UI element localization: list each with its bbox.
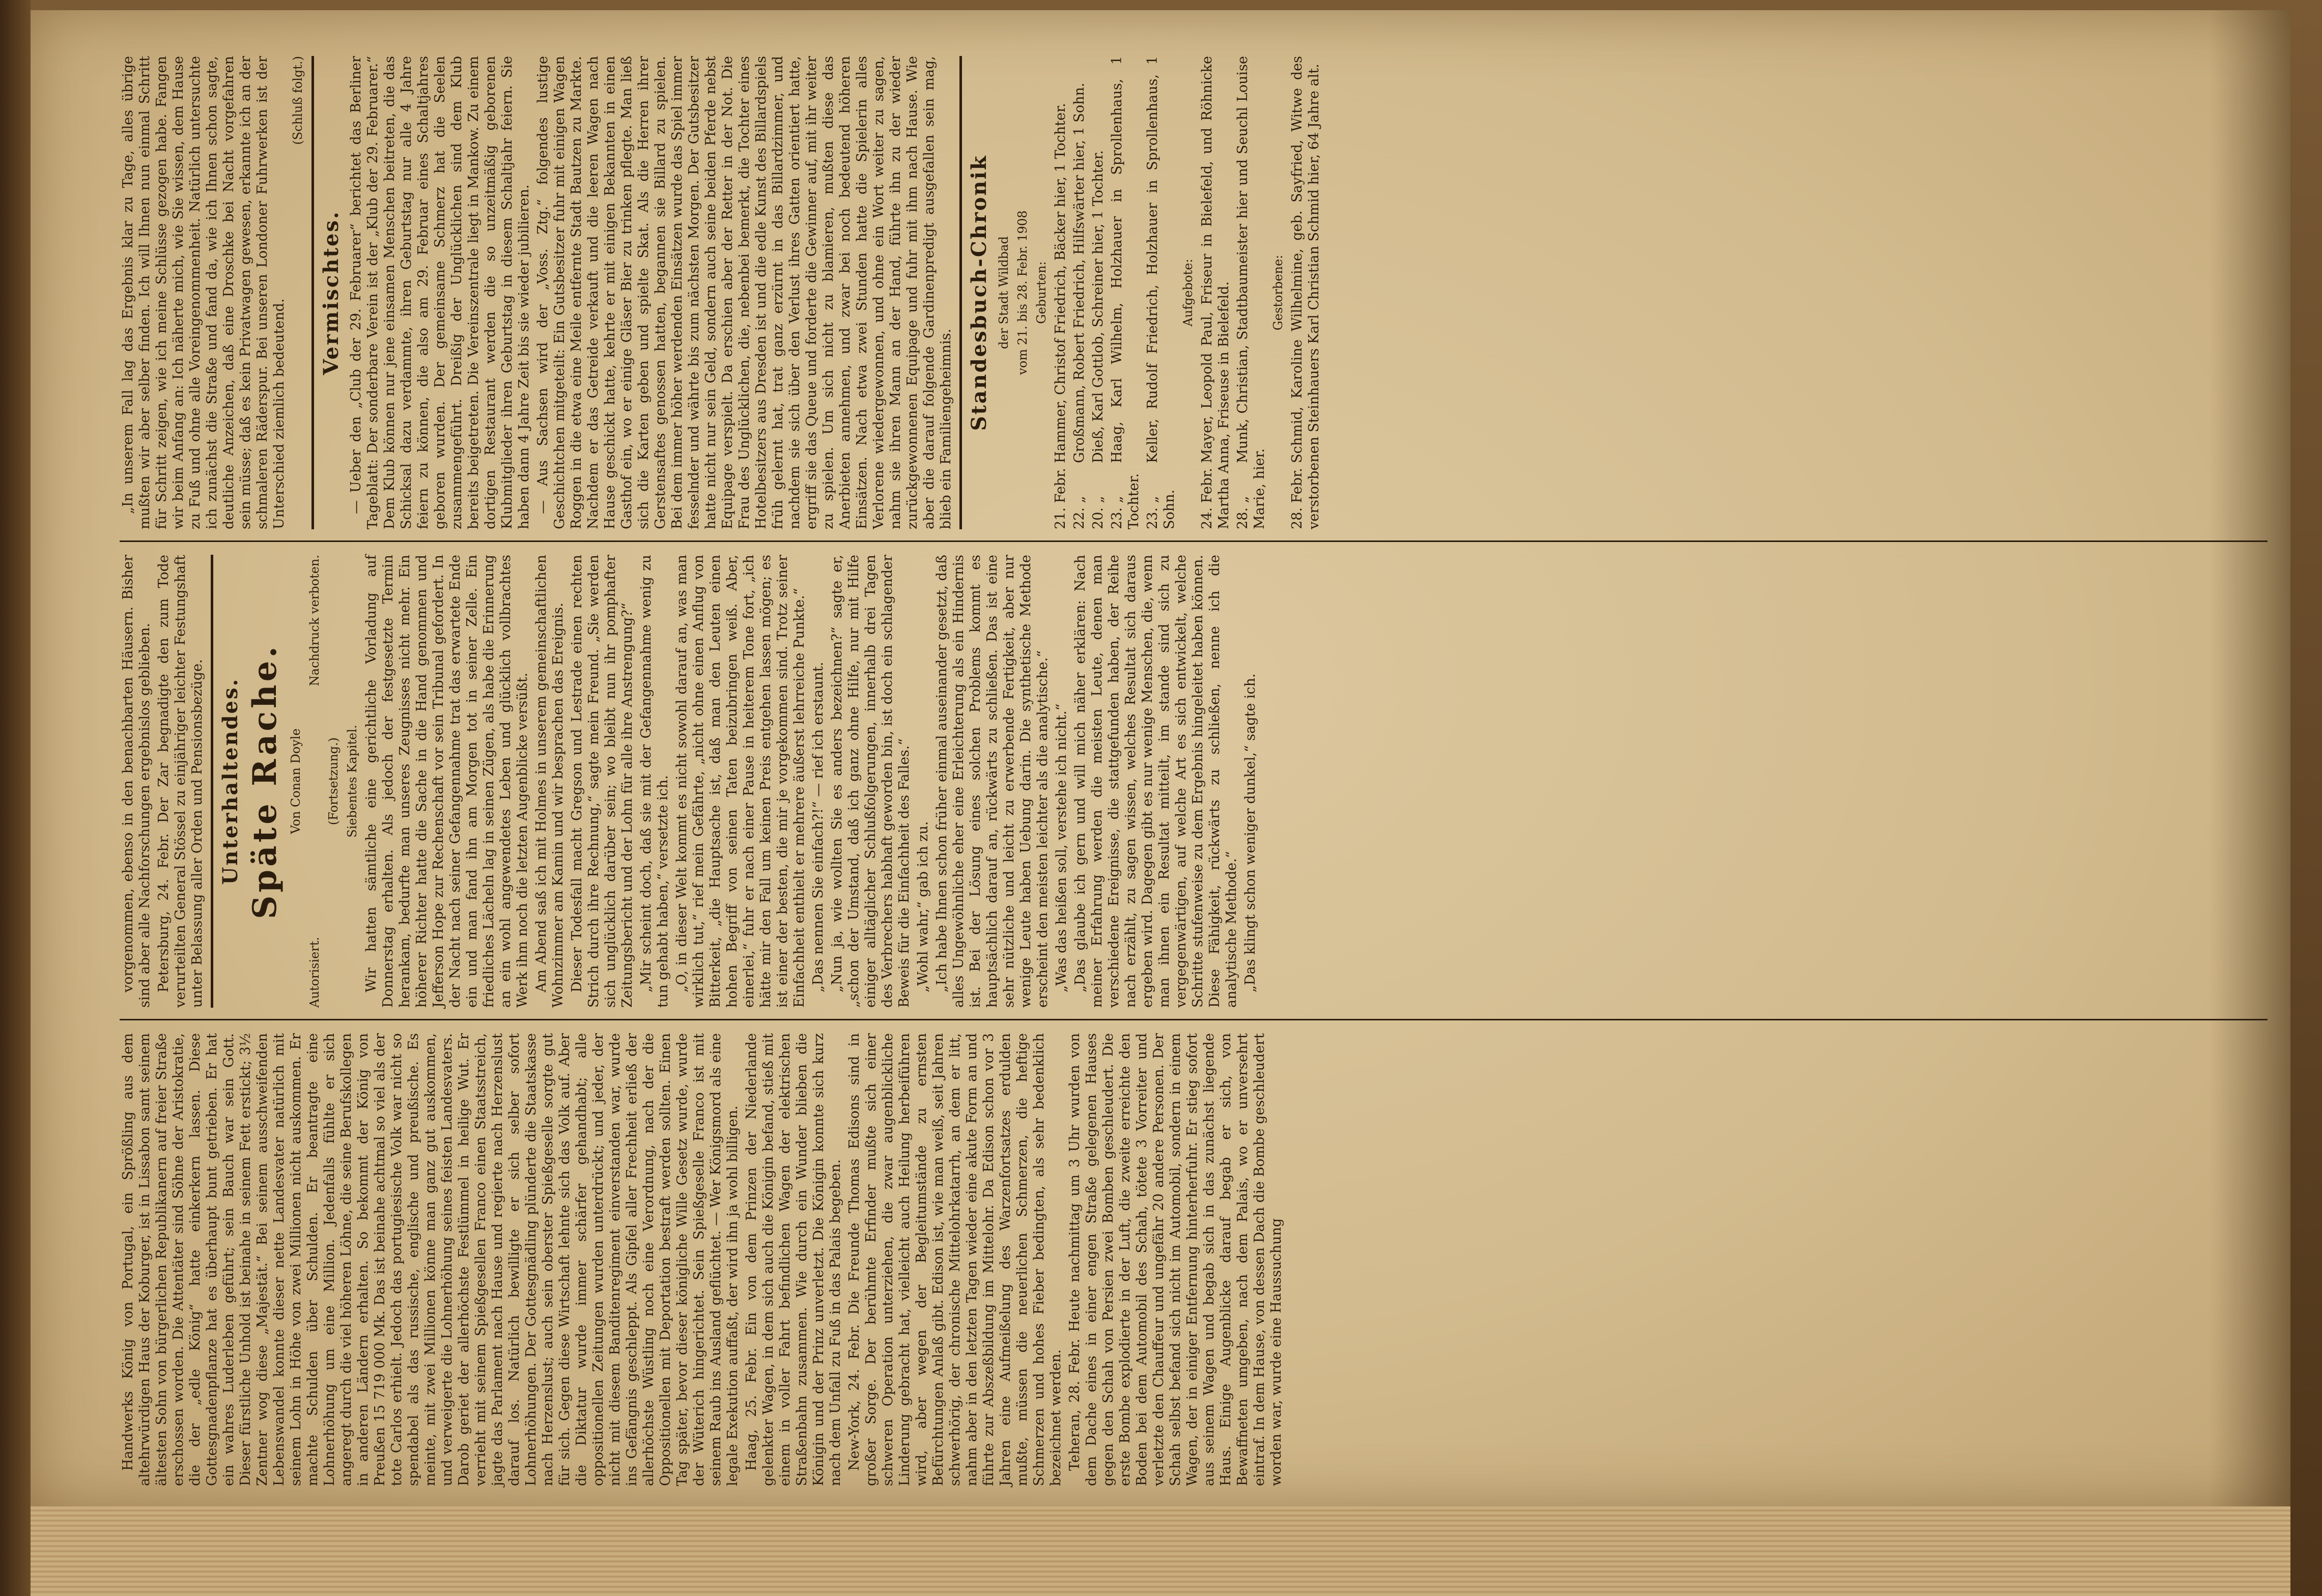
story-text: [363, 555, 1259, 1008]
newspaper-page: [31, 10, 2290, 1512]
register-entry: [1109, 56, 1142, 529]
story-author: Von Conan Doyle: [289, 728, 303, 834]
entry-date: 23. „: [1145, 496, 1160, 529]
section-rule: [959, 56, 962, 529]
reprint-note: Nachdruck verboten.: [307, 555, 322, 687]
news-petersburg: Petersburg, 24. Febr. Der Zar begnadigte den zum Tode verurteilten General Stössel zu einjähriger leichter Festungshaft unter Belassung aller Orden und Pensionsbezüge.: [156, 555, 205, 1008]
chronicle-date-range: vom 21. bis 28. Febr. 1908: [1015, 210, 1030, 375]
paragraph: „Das nennen Sie einfach?!“ — rief ich erstaunt.: [810, 662, 826, 992]
entry-text: Keller, Rudolf Friedrich, Holzhauer in Sprollenhaus, 1 Sohn.: [1145, 56, 1177, 529]
entry-date: 24. Febr.: [1199, 468, 1215, 529]
page-edges: [31, 1506, 2290, 1596]
entry-date: 23. „: [1109, 496, 1125, 529]
paragraph: Dieser Todesfall macht Gregson und Lestrade einen rechten Strich durch ihre Rechnung,“ sagte mein Freund. „Sie werden sich unglücklich darüber sein; wo bleibt nun ihr pomphafter Zeitungsbericht und der Lohn für alle ihre Anstrengung?“: [569, 555, 635, 1008]
paragraph: Haag, 25. Febr. Ein von dem Prinzen der Niederlande gelenkter Wagen, in dem sich auch die Königin befand, stieß mit einem in voller Fahrt befindlichen Wagen der elektrischen Straßenbahn zusammen. Wie durch ein Wunder blieben die Königin und der Prinz unverletzt. Die Königin konnte sich kurz nach dem Unfall zu Fuß in das Palais begeben.: [744, 1033, 843, 1486]
banns-heading: Aufgebote:: [1181, 259, 1195, 327]
continuation-note: (Fortsetzung.): [326, 737, 341, 825]
register-entry: [1234, 56, 1268, 529]
section-rule: [211, 555, 213, 1008]
paragraph: „Nun ja, wie wollten Sie es anders bezeichnen?“ sagte er, „schon der Umstand, daß ich ganz ohne Hilfe, nur mit Hilfe einiger alltäglicher Schlußfolgerungen, innerhalb drei Tagen des Verbrechers habhaft geworden bin, ist doch ein schlagender Beweis für die Einfachheit des Falles.“: [829, 555, 912, 1008]
register-entry: [1052, 56, 1069, 529]
entry-date: 21. Febr.: [1053, 468, 1068, 529]
entry-text: Dieß, Karl Gottlob, Schreiner hier, 1 Tochter.: [1090, 150, 1106, 463]
story-continued: „In unserem Fall lag das Ergebnis klar zu Tage, alles übrige mußten wir aber selber finden. Ich will Ihnen nun einmal Schritt für Schritt zeigen, wie ich meine Schlüsse gezogen habe. Fangen wir beim Anfang an: Ich näherte mich, wie Sie wissen, dem Hause zu Fuß und ohne alle Voreingenommenheit. Natürlich untersuchte ich zunächst die Straße und fand da, wie ich Ihnen schon sagte, deutliche Anzeichen, daß eine Droschke bei Nacht vorgefahren sein müsse; daß es kein Privatwagen gewesen, erkannte ich an der schmaleren Räderspur. Bei unseren Londoner Fuhrwerken ist der Unterschied ziemlich bedeutend.: [120, 56, 287, 529]
register-entry: [1090, 56, 1107, 529]
paragraph: „O, in dieser Welt kommt es nicht sowohl darauf an, was man wirklich tut,“ rief mein Gefährte, „nicht ohne einen Anflug von Bitterkeit, „die Hauptsache ist, daß man den Leuten einen hohen Begriff von seinen Taten beizubringen weiß. Aber, einerlei,“ fuhr er nach einer Pause in heiterem Tone fort, „ich hätte mir den Fall um keinen Preis entgehen lassen mögen; es ist einer der besten, die mir je vorgekommen sind. Trotz seiner Einfachheit enthielt er mehrere äußerst lehrreiche Punkte.“: [674, 555, 807, 1008]
entry-date: 28. „: [1235, 496, 1251, 529]
rotated-content: [120, 36, 2268, 1486]
authorized-note: Autorisiert.: [307, 937, 322, 1008]
column-rule: [120, 1019, 2268, 1020]
entry-text: Hammer, Christof Friedrich, Bäcker hier, 1 Tochter.: [1053, 103, 1068, 463]
register-entry: [1289, 56, 1322, 529]
entry-date: 22. „: [1071, 496, 1087, 529]
deaths-list: [1289, 56, 1322, 529]
paragraph: „Das klingt schon weniger dunkel,“ sagte ich.: [1242, 673, 1258, 992]
news-intro: vorgenommen, ebenso in den benachbarten Häusern. Bisher sind aber alle Nachforschungen ergebnislos geblieben.: [120, 555, 153, 1008]
deaths-heading: Gestorbene:: [1271, 254, 1285, 331]
story-title: Späte Rache.: [246, 643, 284, 919]
paragraph: „Mir scheint doch, daß sie mit der Gefangennahme wenig zu tun gehabt haben,“ versetzte ich.: [638, 555, 671, 1008]
entry-text: Mayer, Leopold Paul, Friseur in Bielefeld, und Röhnicke Martha Anna, Friseuse in Bielefeld.: [1199, 56, 1232, 529]
entry-date: 28. Febr.: [1289, 468, 1305, 529]
entry-text: Schmid, Karoline Wilhelmine, geb. Sayfried, Witwe des verstorbenen Steinhauers Karl Christian Schmid hier, 64 Jahre alt.: [1289, 56, 1322, 529]
paragraph: New-York, 24. Febr. Die Freunde Thomas Edisons sind in großer Sorge. Der berühmte Erfinder mußte sich einer schweren Operation unterziehen, die zwar augenblickliche Linderung gebracht hat, vielleicht auch Heilung herbeiführen wird, aber wegen der Begleitumstände zu ernsten Befürchtungen Anlaß gibt. Edison ist, wie man weiß, seit Jahren schwerhörig, der chronische Mittelohrkatarrh, an dem er litt, nahm aber in den letzten Tagen wieder eine akute Form an und führte zur Abszeßbildung im Mittelohr. Da Edison schon vor 3 Jahren eine Aufmeißelung des Warzenfortsatzes erdulden mußte, müssen die neuerlichen Schmerzen, die heftige Schmerzen und hohes Fieber bedingten, als sehr bedenklich bezeichnet werden.: [846, 1033, 1064, 1486]
paragraph: „Wohl wahr,“ gab ich zu.: [915, 821, 931, 992]
entry-text: Haag, Karl Wilhelm, Holzhauer in Sprollenhaus, 1 Tochter.: [1109, 56, 1142, 529]
births-heading: Geburten:: [1034, 261, 1049, 324]
chronicle-subtitle: der Stadt Wildbad: [997, 236, 1011, 349]
entry-text: Großmann, Robert Friedrich, Hilfswärter hier, 1 Sohn.: [1071, 82, 1087, 463]
column-misc: [120, 56, 1324, 529]
chapter-title: Siebentes Kapitel.: [345, 725, 359, 838]
births-list: [1052, 56, 1178, 529]
paragraph: Teheran, 28. Febr. Heute nachmittag um 3 Uhr wurden von dem Dache eines in einer engen Straße gelegenen Hauses gegen den Schah von Persien zwei Bomben geschleudert. Die erste Bombe explodierte in der Luft, die zweite erreichte den Boden bei dem Automobil des Schah, tötete 3 Vorreiter und verletzte den Chauffeur und ungefähr 20 andere Personen. Der Schah selbst befand sich nicht im Automobil, sondern in einem Wagen, der in einiger Entfernung hinterherfuhr. Er stieg sofort aus seinem Wagen und begab sich in das zunächst liegende Haus. Einige Augenblicke darauf begab er sich, von Bewaffneten umgeben, nach dem Palais, wo er unversehrt eintraf. In dem Hause, von dessen Dach die Bombe geschleudert worden war, wurde eine Haussuchung: [1067, 1033, 1284, 1486]
misc-text: [348, 56, 954, 529]
chronicle-title: Standesbuch-Chronik: [967, 154, 991, 431]
to-be-continued: (Schluß folgt.): [291, 56, 305, 145]
section-title: Unterhaltendes.: [218, 677, 242, 885]
paragraph: Wir hatten sämtliche eine gerichtliche Vorladung auf Donnerstag erhalten. Als jedoch der festgesetzte Termin herankam, bedurfte man unseres Zeugnisses nicht mehr. Ein höherer Richter hatte die Sache in die Hand genommen und Jefferson Hope zur Rechenschaft vor sein Tribunal gefordert. In der Nacht nach seiner Gefangennahme trat das erwartete Ende ein und man fand ihn am Morgen tot in seiner Zelle. Ein friedliches Lächeln lag in seinen Zügen, als habe die Erinnerung an ein wohl angewendetes Leben und glücklich vollbrachtes Werk ihm noch die letzten Augenblicke versüßt.: [363, 555, 530, 1008]
column-rule: [120, 540, 2268, 542]
register-entry: [1199, 56, 1232, 529]
paragraph: Am Abend saß ich mit Holmes in unserem gemeinschaftlichen Wohnzimmer am Kamin und wir besprachen das Ereignis.: [533, 555, 566, 1008]
entry-date: 20. „: [1090, 496, 1106, 529]
section-rule: [312, 56, 314, 529]
column-story: [120, 555, 1261, 1008]
paragraph: „Das glaube ich gern und will mich näher erklären: Nach meiner Erfahrung werden die meisten Leute, denen man verschiedene Ereignisse, die stattgefunden haben, der Reihe nach erzählt, zu sagen wissen, welches Resultat sich daraus ergeben wird. Dagegen gibt es nur wenige Menschen, die, wenn man ihnen ein Resultat mitteilt, im stande sind sich zu vergegenwärtigen, auf welche Art es sich entwickelt, welche Schritte stufenweise zu dem Ergebnis hingeleitet haben können. Diese Fähigkeit, rückwärts zu schließen, nenne ich die analytische Methode.“: [1072, 555, 1239, 1008]
paragraph: „Was das heißen soll, verstehe ich nicht.“: [1054, 703, 1069, 992]
paragraph: Handwerks König von Portugal, ein Sprößling aus dem altehrwürdigen Haus der Koburger, ist in Lissabon samt seinem ältesten Sohn von bürgerlichen Republikanern auf freier Straße erschossen worden. Die Attentäter sind Söhne der Aristokratie, die der „edle König“ hatte einkerkern lassen. Diese Gottesgnadenpflanze hat es überhaupt bunt getrieben. Er hat ein wahres Luderleben geführt; sein Bauch war sein Gott. Dieser fürstliche Unhold ist beinahe in seinem Fett erstickt; 3½ Zentner wog diese „Majestät.“ Bei seinem ausschweifenden Lebenswandel konnte dieser nette Landesvater natürlich mit seinem Lohn in Höhe von zwei Millionen nicht auskommen. Er machte Schulden über Schulden. Er beantragte eine Lohnerhöhung um eine Million. Jedenfalls fühlte er sich angeregt durch die viel höheren Löhne, die seine Berufskollegen in anderen Ländern erhalten. So bekommt der König von Preußen 15 719 000 Mk. Das ist beinahe achtmal so viel als der tote Carlos erhielt. Jedoch das portugiesische Volk war nicht so spendabel als das russische, englische und preußische. Es meinte, mit zwei Millionen könne man ganz gut auskommen, und verweigerte die Lohnerhöhung seines feisten Landesvaters. Darob geriet der allerhöchste Festlümmel in heilige Wut. Er verrieht mit seinem Spießgesellen Franco einen Staatsstreich, jagte das Parlament nach Hause und regierte nach Herzenslust darauf los. Natürlich bewilligte er sich selber sofort Lohnerhöhungen. Der Gottesgnädling plünderte die Staatskasse nach Herzenslust; auch sein oberster Spießgeselle sorgte gut für sich. Gegen diese Wirtschaft lehnte sich das Volk auf. Aber die Diktatur wurde immer schärfer gehandhabt; alle oppositionellen Zeitungen wurden unterdrückt; und jeder, der nicht mit diesem Banditenregiment einverstanden war, wurde ins Gefängnis geschleppt. Als Gipfel aller Frechheit erließ der allerhöchste Wüstling noch eine Verordnung, nach der die Oppositionellen mit Deportation bestraft werden sollten. Einen Tag später, bevor dieser königliche Wille Gesetz wurde, wurde der Wüterich hingerichtet. Sein Spießgeselle Franco ist mit seinem Raub ins Ausland geflüchtet. — Wer Königsmord als eine legale Exekution auffaßt, der wird ihn ja wohl billigen.: [120, 1033, 741, 1486]
register-entry: [1144, 56, 1178, 529]
register-entry: [1071, 56, 1088, 529]
paragraph: — Ueber den „Club der 29. Februarer“ berichtet das Berliner Tageblatt: Der sonderbare Verein ist der „Klub der 29. Februarer.“ Dem Klub können nur jene einsamen Menschen beitreten, die das Schicksal dazu verdammte, ihren Geburtstag nur alle 4 Jahre feiern zu können, die also am 29. Februar eines Schaltjahres geboren wurden. Der gemeinsame Schmerz hat die Seelen zusammengeführt. Dreißig der Unglücklichen sind dem Klub bereits beigetreten. Die Vereinszentrale liegt in Mankow. Zu einem dortigen Restaurant werden die so unzeitmäßig geborenen Klubmitglieder ihren Geburtstag in diesem Schaltjahr feiern. Sie haben dann 4 Jahre Zeit bis sie wieder jubilieren.: [348, 56, 532, 529]
banns-list: [1199, 56, 1268, 529]
misc-title: Vermischtes.: [319, 210, 343, 375]
paragraph: „Ich habe Ihnen schon früher einmal auseinander gesetzt, daß alles Ungewöhnliche eher eine Erleichterung als ein Hindernis ist. Bei der Lösung eines solchen Problems kommt es hauptsächlich darauf an, rückwärts zu schließen. Das ist eine sehr nützliche und leicht zu erwerbende Fertigkeit, aber nur wenige Leute haben Uebung darin. Die synthetische Methode erscheint den meisten leichter als die analytische.“: [934, 555, 1051, 1008]
book-spine: [0, 0, 31, 1596]
entry-text: Munk, Christian, Stadtbaumeister hier und Seuchl Louise Marie, hier.: [1235, 56, 1267, 529]
column-news: [120, 1033, 1287, 1486]
paragraph: — Aus Sachsen wird der „Voss. Ztg.“ folgendes lustige Geschichtchen mitgeteilt: Ein Gutsbesitzer fuhr mit einigen Wagen Roggen in die etwa eine Meile entfernte Stadt Bautzen zu Markte. Nachdem er das Getreide verkauft und die leeren Wagen nach Hause geschickt hatte, kehrte er mit einigen Bekannten in einen Gasthof ein, wo er einige Gläser Bier zu trinken pflegte. Man ließ sich die Karten geben und spielte Skat. Als die Herren ihrer Gerstensaftes genossen hatten, begannen sie Billard zu spielen. Bei dem immer höher werdenden Einsätzen wurde das Spiel immer fesselnder und währte bis zum nächsten Morgen. Der Gutsbesitzer hatte nicht nur sein Geld, sondern auch seine beiden Pferde nebst Equipage verspielt. Da erschien aber der Retter in der Not. Die Frau des Unglücklichen, die, nebenbei bemerkt, die Tochter eines Hotelbesitzers aus Dresden ist und die edle Kunst des Billardspiels früh gelernt hat, trat ganz erzürnt in das Billardzimmer, und nachdem sie sich über den Verlust ihres Gatten orientiert hatte, ergriff sie das Queue und forderte die Gewinner auf, mit ihr weiter zu spielen. Um sich nicht zu blamieren, mußten diese das Anerbieten annehmen, und zwar bei noch bedeutend höheren Einsätzen. Nach etwa zwei Stunden hatte die Spielerin alles Verlorene wiedergewonnen, und ohne ein Wort weiter zu sagen, nahm sie ihren Mann an der Hand, führte ihn zu der wieder zurückgewonnenen Equipage und fuhr mit ihm nach Hause. Wie aber die darauf folgende Gardinenpredigt ausgefallen sein mag, blieb ein Familiengeheimnis.: [535, 56, 954, 529]
